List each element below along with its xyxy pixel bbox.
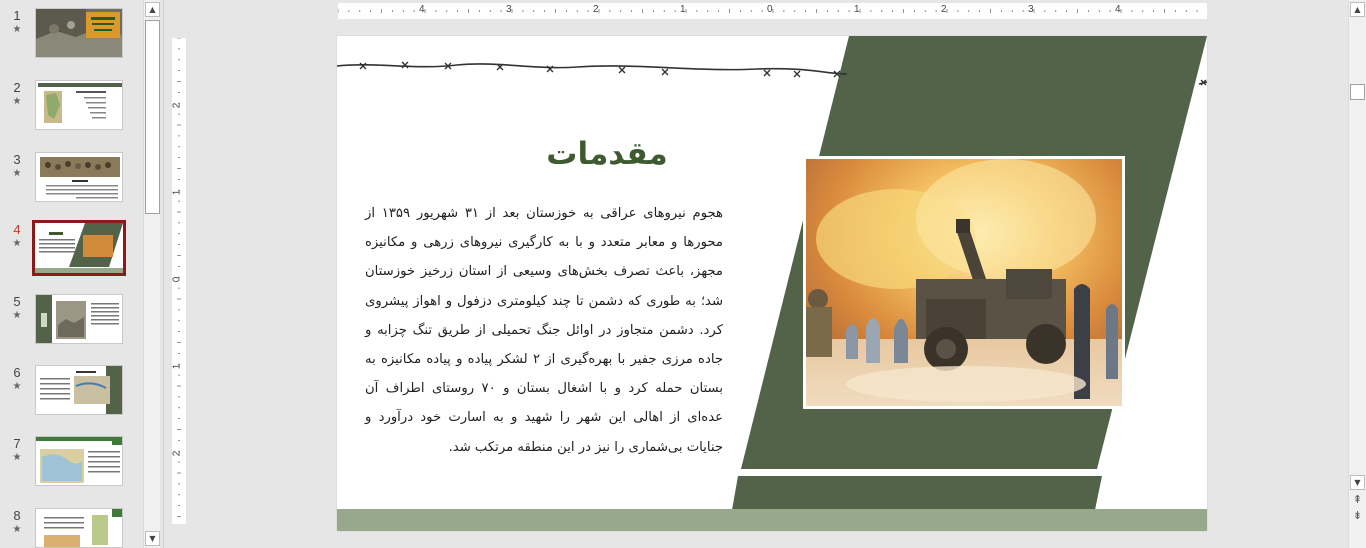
lower-green-band: [732, 476, 1102, 510]
bottom-accent-bar: [337, 509, 1207, 531]
slide-body-text[interactable]: هجوم نیروهای عراقی به خوزستان بعد از ۳۱ شهریور ۱۳۵۹ از محورها و معابر متعدد و با به کارگیری نیروهای زرهی و مکانیزه مجهز، باعث تصرف بخش‌های وسیعی از استان زرخیز خوزستان شد؛ به طوری که دشمن تا چند کیلومتری دزفول و اهواز پیشروی کرد. دشمن متجاوز در اوائل جنگ تحمیلی از طریق تنگ چزابه و جاده مرزی جفیر با بهره‌گیری از ۲ لشکر پیاده و پیاده مکانیزه به بستان حمله کرد و با اشغال بستان و ۷۰ روستای اطراف آن عده‌ای از اهالی این شهر را شهید و به اسارت خود درآورد و جنایات بی‌شماری را نیز در این منطقه مرتکب شد.: [365, 206, 724, 455]
slide-canvas[interactable]: [337, 36, 1207, 531]
horizontal-ruler: [338, 3, 1207, 19]
ruler-label: 2: [941, 4, 947, 15]
thumbnail-slide-1[interactable]: [0, 8, 140, 74]
thumbnail-slide-5[interactable]: [0, 294, 140, 360]
thumbnail-slide-6[interactable]: [0, 365, 140, 431]
thumbnail-preview: [35, 152, 123, 202]
artillery-photo[interactable]: [803, 156, 1125, 409]
slide-number: 1: [13, 8, 21, 23]
thumbnail-preview-selected: [32, 220, 126, 276]
ruler-label: 1: [171, 189, 183, 196]
ruler-label: 0: [171, 276, 183, 283]
slide-number: 7: [13, 436, 21, 451]
slide-thumbnail-pane: [0, 0, 162, 548]
scrollbar-thumb[interactable]: [145, 20, 160, 214]
animation-star-icon: ★: [12, 96, 22, 107]
next-slide-icon[interactable]: ⇟: [1352, 509, 1363, 522]
ruler-label: 3: [506, 4, 512, 15]
animation-star-icon: ★: [12, 524, 22, 535]
scroll-up-icon[interactable]: ▲: [1350, 2, 1365, 17]
thumbnail-preview: [35, 294, 123, 344]
thumbnail-preview: [35, 436, 123, 486]
thumbnail-preview: [35, 508, 123, 548]
animation-star-icon: ★: [12, 24, 22, 35]
scroll-up-icon[interactable]: ▲: [145, 2, 160, 17]
thumbnail-slide-3[interactable]: [0, 152, 140, 218]
thumbnail-scrollbar[interactable]: [143, 0, 160, 548]
animation-star-icon: ★: [12, 238, 22, 249]
thumbnail-preview: [35, 365, 123, 415]
ruler-label: 2: [171, 102, 183, 109]
scroll-down-icon[interactable]: ▼: [145, 531, 160, 546]
thumbnail-slide-4[interactable]: [0, 222, 140, 288]
ruler-label: 4: [1115, 4, 1121, 15]
animation-star-icon: ★: [12, 168, 22, 179]
ruler-label: 1: [171, 363, 183, 370]
animation-star-icon: ★: [12, 310, 22, 321]
thumbnail-slide-2[interactable]: [0, 80, 140, 146]
previous-slide-icon[interactable]: ⇞: [1352, 493, 1363, 506]
ruler-label: 4: [419, 4, 425, 15]
thumbnail-slide-7[interactable]: [0, 436, 140, 502]
slide-number: 5: [13, 294, 21, 309]
thumbnail-slide-8[interactable]: [0, 508, 140, 548]
ruler-label: 1: [854, 4, 860, 15]
ruler-label: 0: [767, 4, 773, 15]
barbed-wire: [337, 64, 847, 74]
slide-number: 3: [13, 152, 21, 167]
slide-number: 8: [13, 508, 21, 523]
scroll-down-icon[interactable]: ▼: [1350, 475, 1365, 490]
slide-number: 6: [13, 365, 21, 380]
animation-star-icon: ★: [12, 452, 22, 463]
slide-scrollbar[interactable]: [1348, 0, 1366, 548]
animation-star-icon: ★: [12, 381, 22, 392]
ruler-label: 3: [1028, 4, 1034, 15]
scrollbar-thumb[interactable]: [1350, 84, 1365, 100]
slide-editor: [163, 0, 1348, 548]
thumbnail-preview: [35, 80, 123, 130]
ruler-label: 2: [593, 4, 599, 15]
vertical-ruler: [172, 38, 186, 524]
slide-number: 4: [13, 222, 21, 237]
slide-title[interactable]: مقدمات: [546, 136, 668, 172]
ruler-label: 1: [680, 4, 686, 15]
ruler-label: 2: [171, 450, 183, 457]
slide-number: 2: [13, 80, 21, 95]
thumbnail-preview: [35, 8, 123, 58]
